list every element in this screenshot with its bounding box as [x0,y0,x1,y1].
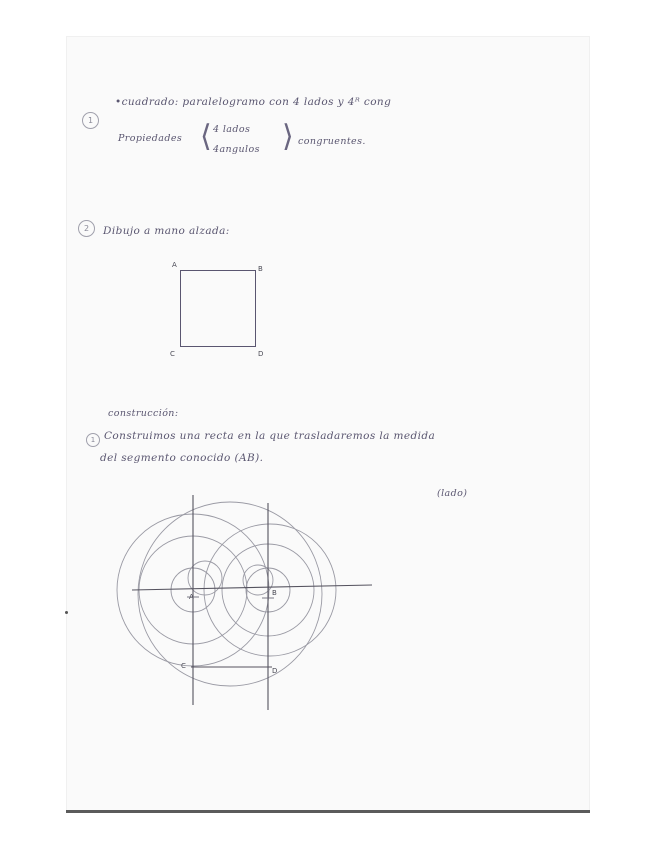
construction-label-c: C [181,662,187,670]
section-1-number: 1 [82,112,99,129]
section-2-number: 2 [78,220,95,237]
construction-heading: construcción: [108,408,179,419]
property-sides: 4 lados [213,124,251,135]
vertex-label-b: B [258,265,264,273]
construction-label-a: A [189,593,195,601]
left-brace: ⟨ [200,119,212,154]
square-definition: •cuadrado: paralelogramo con 4 lados y 4ᴿ cong [115,96,392,108]
construction-label-b: B [272,589,278,597]
step-1-text-line-1: Construimos una recta en la que trasladaremos la medida [104,430,436,442]
freehand-title: Dibujo a mano alzada: [103,225,230,237]
vertex-label-a: A [172,261,178,269]
circle-outer [138,502,322,686]
step-1-number: 1 [86,433,100,447]
right-brace: ⟩ [282,119,294,154]
vertex-label-c: C [170,350,176,358]
step-1-text-line-2: del segmento conocido (AB). [100,452,264,464]
vertex-label-d: D [258,350,264,358]
property-angles: 4angulos [213,144,260,155]
congruent-label: congruentes. [298,136,366,147]
properties-label: Propiedades [118,133,183,144]
side-note: (lado) [437,488,468,499]
construction-label-d: D [272,667,278,675]
